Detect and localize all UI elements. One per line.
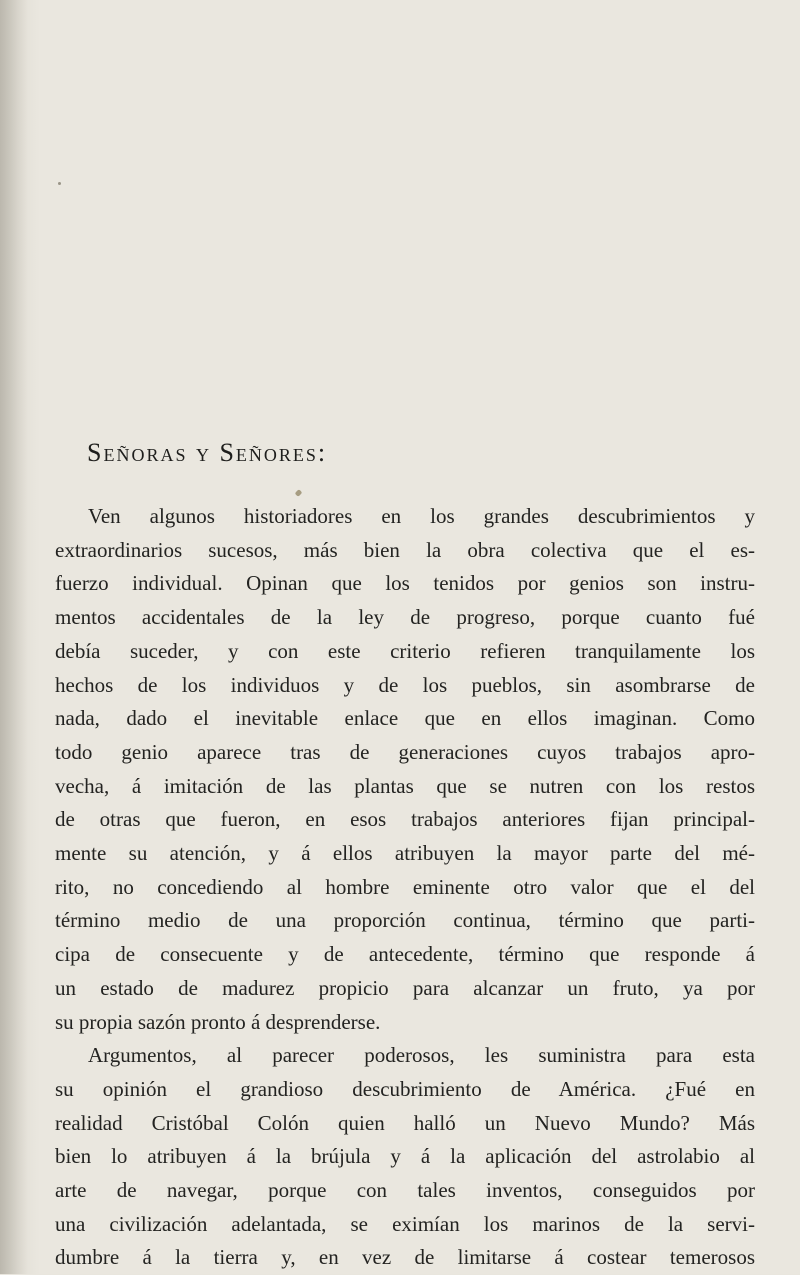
text-line: su opinión el grandioso descubrimiento de América. ¿Fué en	[55, 1076, 755, 1101]
text-line: dumbre á la tierra y, en vez de limitarse á costear temerosos	[55, 1245, 755, 1270]
text-line: mentos accidentales de la ley de progreso, porque cuanto fué	[55, 605, 755, 630]
text-line: Ven algunos historiadores en los grandes descubrimientos y	[88, 504, 755, 528]
body-text	[55, 500, 755, 1275]
text-line: vecha, á imitación de las plantas que se nutren con los restos	[55, 773, 755, 798]
salutation-heading: Señoras y Señores:	[87, 438, 328, 467]
text-line: de otras que fueron, en esos trabajos anteriores fijan principal-	[55, 807, 755, 832]
text-line: su propia sazón pronto á desprenderse.	[55, 1009, 381, 1034]
text-line: fuerzo individual. Opinan que los tenidos por genios son instru-	[55, 571, 755, 596]
text-line: realidad Cristóbal Colón quien halló un Nuevo Mundo? Más	[55, 1110, 755, 1135]
binding-shadow	[0, 0, 28, 1274]
text-line: cipa de consecuente y de antecedente, término que responde á	[55, 942, 755, 967]
text-line: todo genio aparece tras de generaciones cuyos trabajos apro-	[55, 739, 755, 764]
text-line: extraordinarios sucesos, más bien la obra colectiva que el es-	[55, 537, 755, 562]
text-line: una civilización adelantada, se eximían los marinos de la servi-	[55, 1211, 755, 1236]
text-line: arte de navegar, porque con tales inventos, conseguidos por	[55, 1178, 755, 1203]
paper-speck	[58, 182, 61, 185]
text-line: Argumentos, al parecer poderosos, les suministra para esta	[88, 1043, 755, 1068]
text-line: bien lo atribuyen á la brújula y á la aplicación del astrolabio al	[55, 1144, 755, 1169]
text-line: término medio de una proporción continua, término que parti-	[55, 908, 755, 933]
text-line: debía suceder, y con este criterio refieren tranquilamente los	[55, 638, 755, 663]
text-line: nada, dado el inevitable enlace que en ellos imaginan. Como	[55, 706, 755, 731]
text-line: hechos de los individuos y de los pueblos, sin asombrarse de	[55, 672, 755, 697]
text-line: mente su atención, y á ellos atribuyen la mayor parte del mé-	[55, 841, 755, 866]
text-line: rito, no concediendo al hombre eminente otro valor que el del	[55, 874, 755, 899]
text-line: un estado de madurez propicio para alcanzar un fruto, ya por	[55, 975, 755, 1000]
ornament-mark	[295, 489, 303, 497]
